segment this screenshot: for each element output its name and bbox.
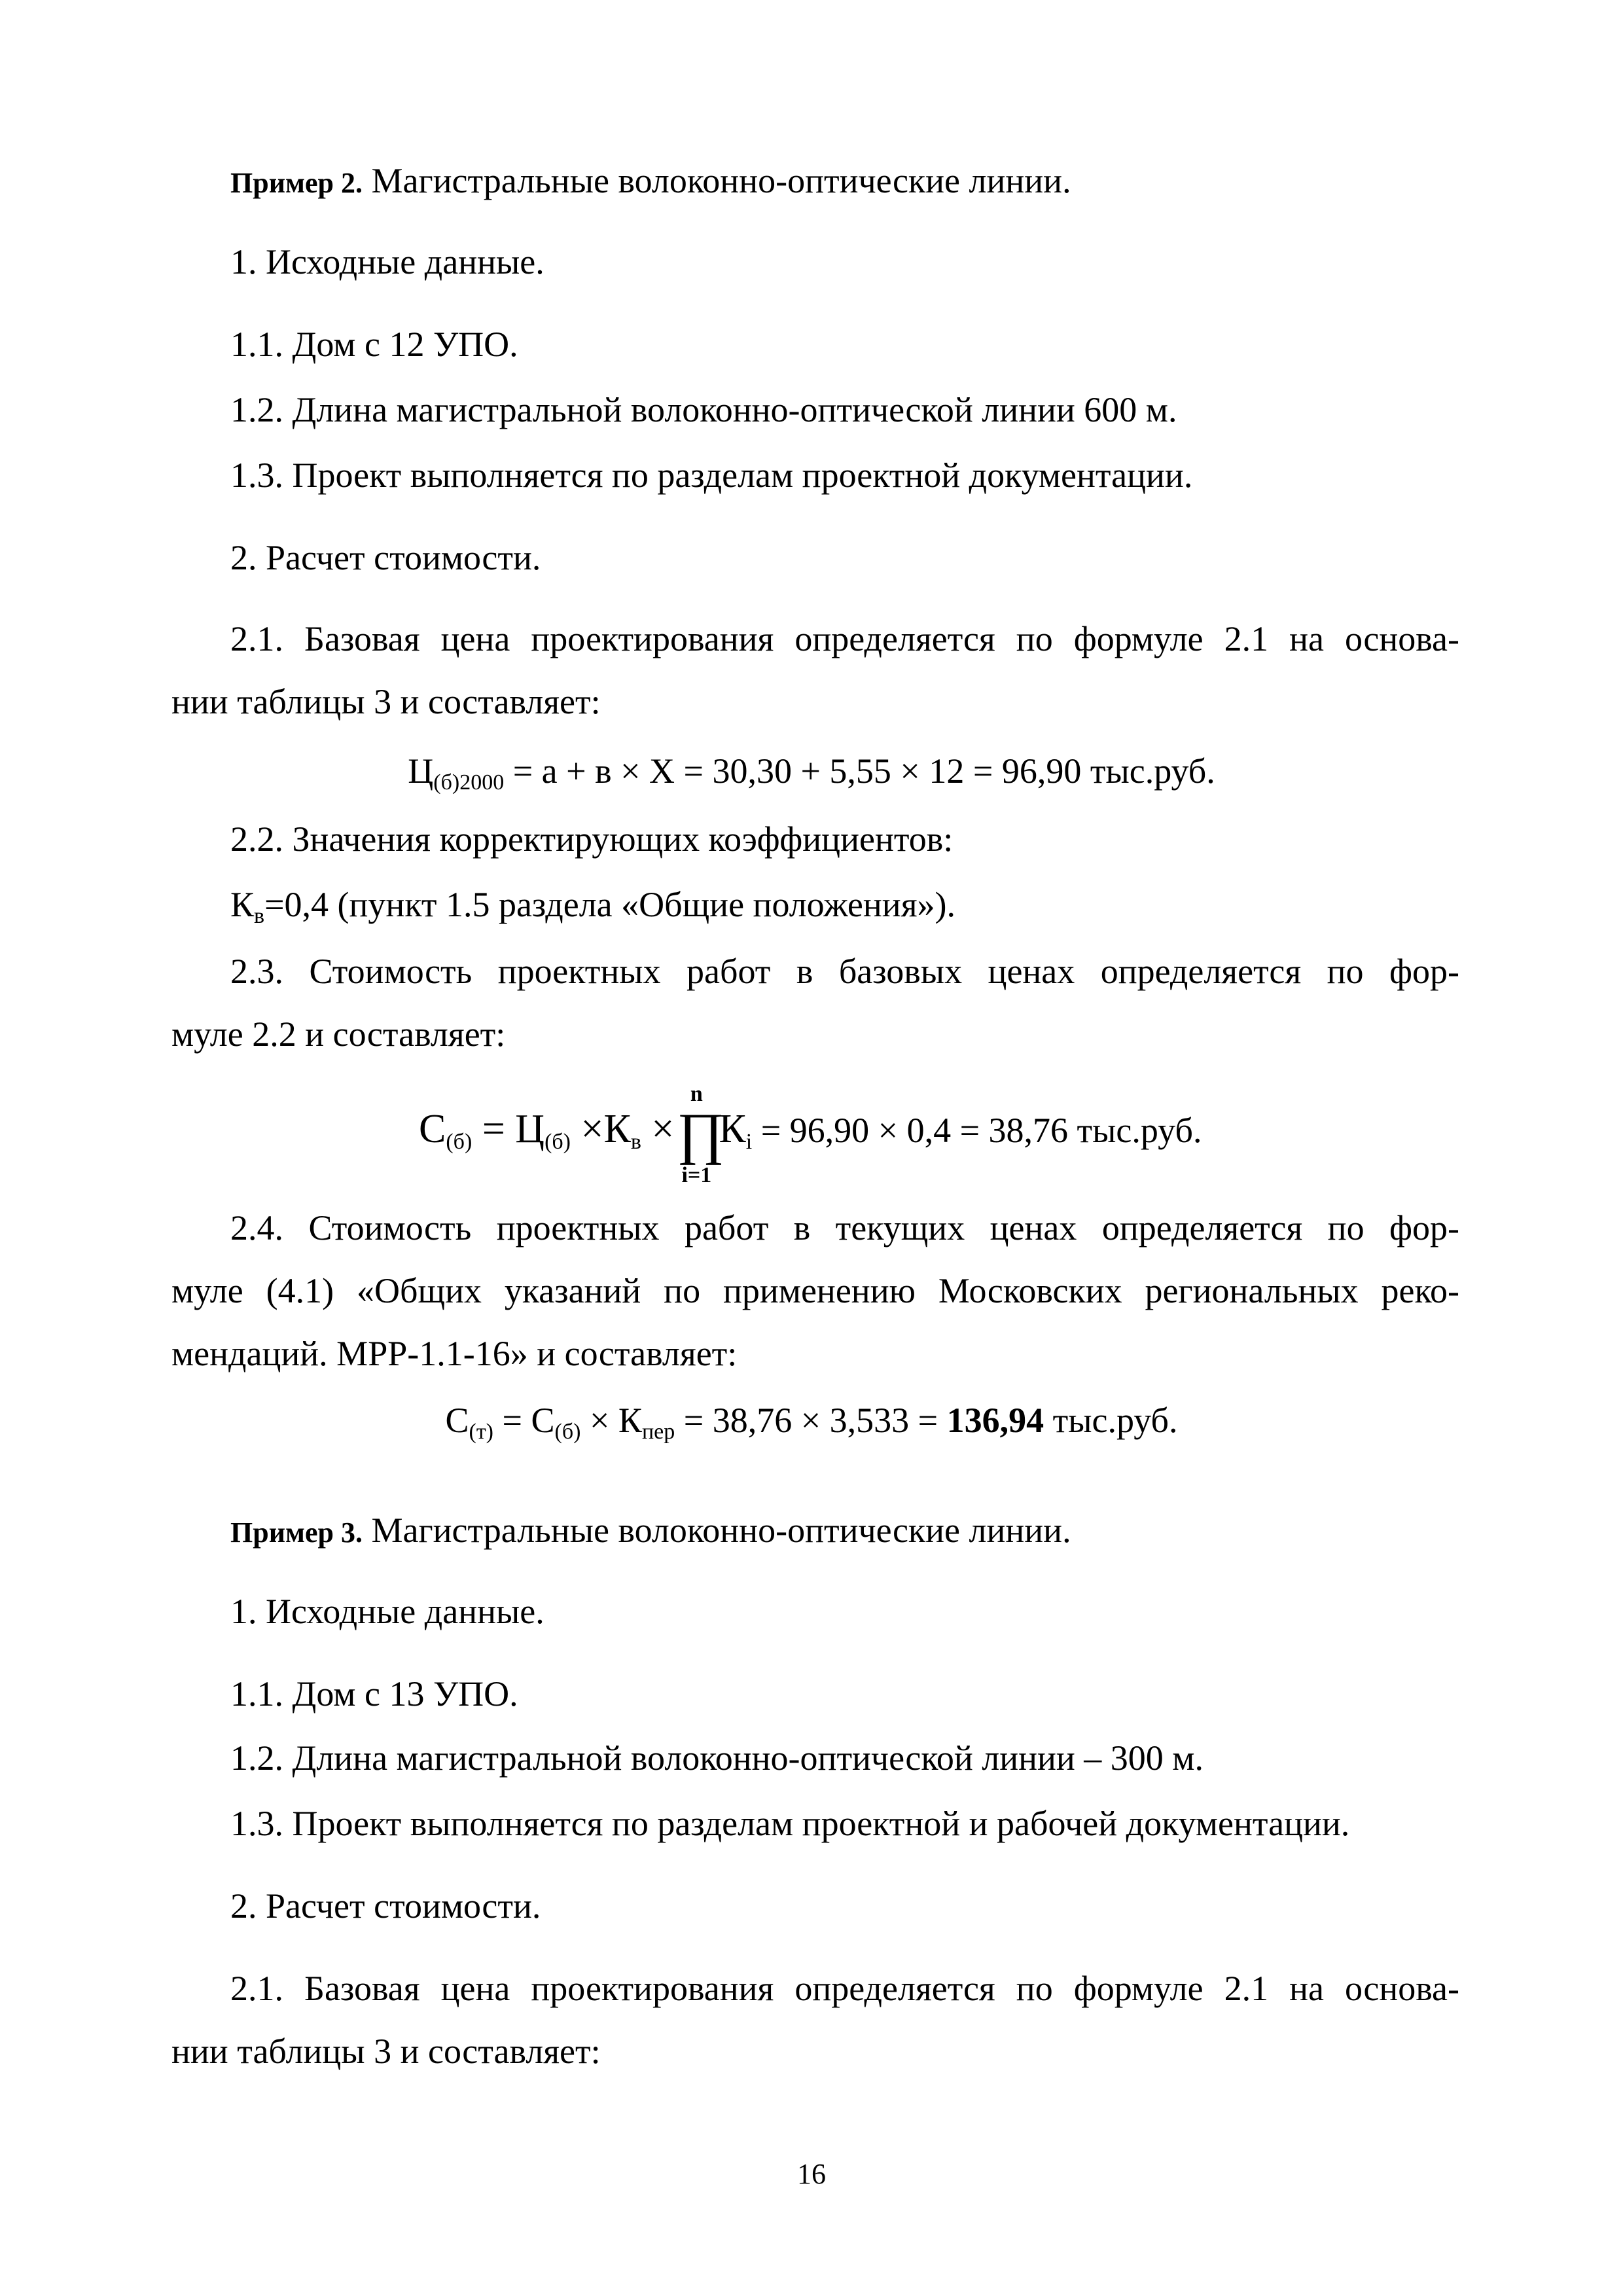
ex3-section-1: 1. Исходные данные. [230,1592,544,1631]
ex2-item-1-2: 1.2. Длина магистральной волоконно-оптической линии 600 м. [230,390,1177,429]
ex2-item-1-3: 1.3. Проект выполняется по разделам проектной документации. [230,456,1193,495]
ex3-para-2-1-line2: нии таблицы 3 и составляет: [171,2032,601,2071]
ex2-para-2-1-line2: нии таблицы 3 и составляет: [171,682,601,721]
ex3-item-1-1: 1.1. Дом с 13 УПО. [230,1674,518,1713]
example-2-heading [230,160,1071,204]
ex3-section-2: 2. Расчет стоимости. [230,1886,541,1926]
ex2-para-2-1-line1: 2.1. Базовая цена проектирования определяется по формуле 2.1 на основа- [230,619,1459,658]
ex2-item-1-1: 1.1. Дом с 12 УПО. [230,325,518,364]
ex3-para-2-1-line1: 2.1. Базовая цена проектирования определяется по формуле 2.1 на основа- [230,1969,1459,2008]
formula-base-cost: $С_{(б)} = Ц_{(б)} \times К_в$ × n ∏ i=1 $К_i = 96,90 \times 0,4 = 38,76$ тыс.руб. [419,1081,1202,1187]
example-3-heading [230,1509,1071,1554]
page-number: 16 [797,2158,826,2190]
ex2-para-2-2: 2.2. Значения корректирующих коэффициентов: [230,819,954,859]
ex2-para-2-4-line2: муле (4.1) «Общих указаний по применению Московских региональных реко- [171,1271,1459,1310]
result-value: 136,94 [946,1401,1044,1440]
ex2-para-2-3-line2: муле 2.2 и составляет: [171,1014,506,1054]
ex2-para-2-3-line1: 2.3. Стоимость проектных работ в базовых ценах определяется по фор- [230,952,1459,991]
ex2-section-1: 1. Исходные данные. [230,242,544,281]
example-3-title: Магистральные волоконно-оптические линии. [363,1511,1071,1550]
example-2-title: Магистральные волоконно-оптические линии. [363,161,1071,200]
ex2-coefficient-kv: $К_в=0,4$ (пункт 1.5 раздела «Общие положения»). [230,885,956,928]
ex2-section-2: 2. Расчет стоимости. [230,538,541,577]
ex3-item-1-2: 1.2. Длина магистральной волоконно-оптической линии – 300 м. [230,1738,1204,1778]
example-3-label: Пример 3. [230,1516,363,1549]
ex3-item-1-3: 1.3. Проект выполняется по разделам проектной и рабочей документации. [230,1804,1350,1843]
ex2-para-2-4-line1: 2.4. Стоимость проектных работ в текущих ценах определяется по фор- [230,1208,1459,1247]
formula-base-price: $Ц_{(б)2000} = а + в \times Х = 30,30 + 5,55 \times 12 = 96,90$ тыс.руб. [408,751,1215,795]
ex2-para-2-4-line3: мендаций. МРР-1.1-16» и составляет: [171,1334,738,1373]
example-2-label: Пример 2. [230,167,363,199]
formula-current-cost: $С_{(т)} = С_{(б)} \times К_{пер} = 38,76 \times 3,533 = 136,94$ тыс.руб. [445,1401,1178,1444]
product-operator: n ∏ i=1 [677,1081,724,1187]
